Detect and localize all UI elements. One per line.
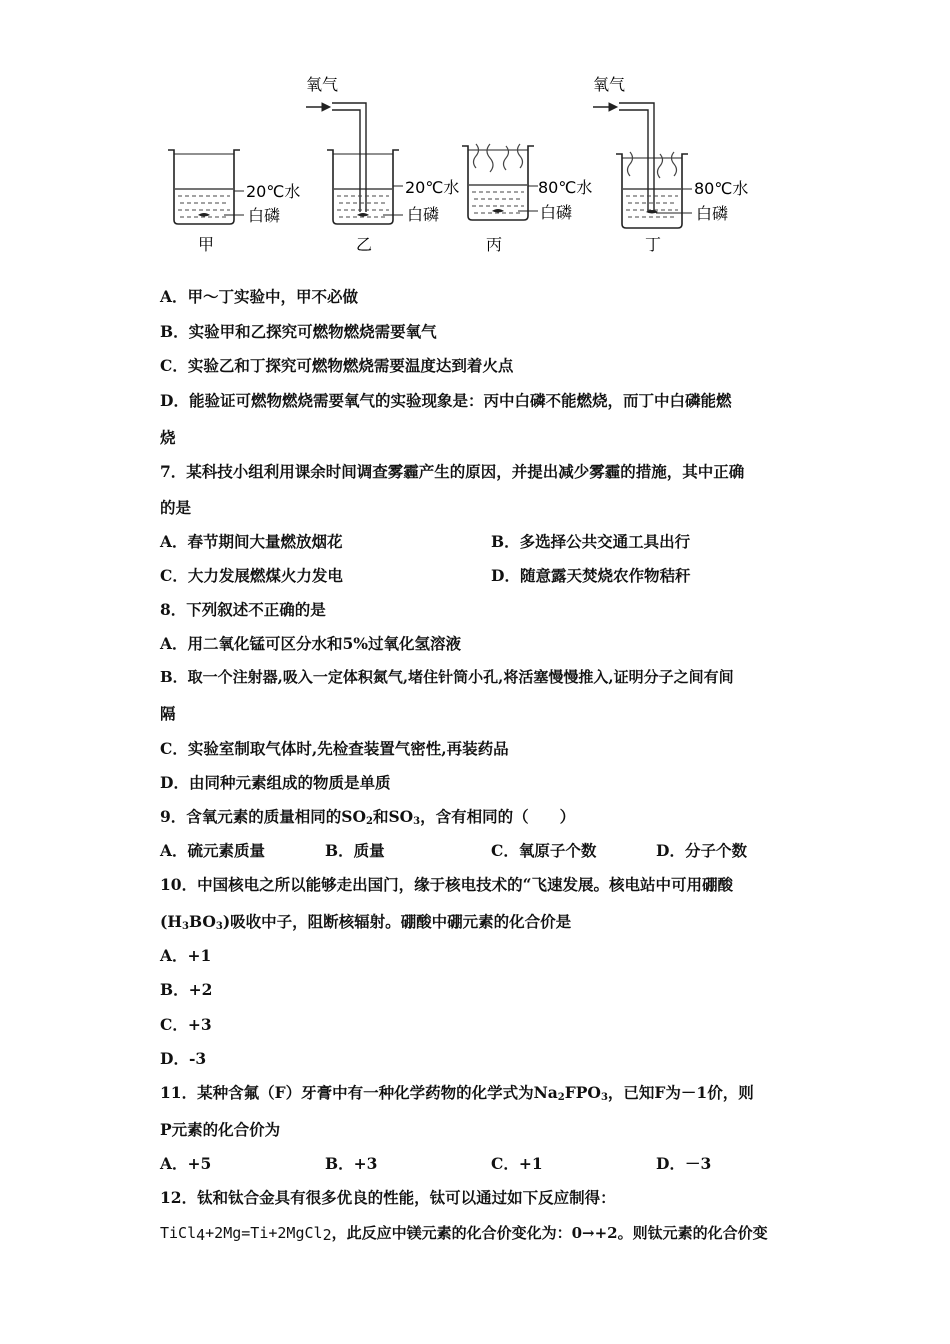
q7-option-c: C．大力发展燃煤火力发电 — [160, 566, 343, 585]
yi-oxygen-label: 氧气 — [306, 75, 339, 94]
bing-label: 丙 — [486, 235, 503, 254]
jia-phosphorus-label: 白磷 — [248, 206, 281, 225]
bing-water-label: 80℃水 — [538, 178, 593, 197]
q10-option-a: A．+1 — [160, 946, 212, 965]
q9-option-b: B．质量 — [325, 841, 385, 860]
q12-stem: 12．钛和钛合金具有很多优良的性能，钛可以通过如下反应制得： — [160, 1188, 616, 1207]
q9-option-c: C．氧原子个数 — [491, 841, 597, 860]
q7-stem: 7．某科技小组利用课余时间调查雾霾产生的原因，并提出减少雾霾的措施，其中正确 — [160, 462, 745, 481]
yi-phosphorus-label: 白磷 — [407, 205, 440, 224]
q8-stem: 8．下列叙述不正确的是 — [160, 600, 326, 619]
q9-stem: 9．含氧元素的质量相同的$SO_2$和$SO_3$，含有相同的（ ） — [160, 807, 576, 827]
q8-option-a: A．用二氧化锰可区分水和5%过氧化氢溶液 — [160, 634, 462, 653]
bing-phosphorus-label: 白磷 — [540, 203, 573, 222]
q11-option-d: D．－3 — [656, 1154, 712, 1173]
q6-option-d-cont: 烧 — [160, 428, 176, 447]
q10-option-d: D．-3 — [160, 1049, 207, 1068]
beaker-yi — [327, 150, 403, 224]
q7-option-b: B．多选择公共交通工具出行 — [491, 532, 691, 551]
q7-option-a: A．春节期间大量燃放烟花 — [160, 532, 343, 551]
yi-oxygen-arrow — [306, 103, 330, 111]
q12-stem-cont: TiCl$_4$+2Mg=Ti+2MgCl$_2$，此反应中镁元素的化合价变化为：0→+2。则钛元素的化合价变 — [160, 1224, 768, 1244]
q8-option-c: C．实验室制取气体时,先检查装置气密性,再装药品 — [160, 739, 509, 758]
q6-option-d: D．能验证可燃物燃烧需要氧气的实验现象是：丙中白磷不能燃烧，而丁中白磷能燃 — [160, 391, 732, 410]
q8-option-b-cont: 隔 — [160, 704, 176, 723]
q10-stem: 10．中国核电之所以能够走出国门，缘于核电技术的“飞速发展。核电站中可用硼酸 — [160, 875, 733, 894]
q11-option-c: C．+1 — [491, 1154, 543, 1173]
q6-option-c: C．实验乙和丁探究可燃物燃烧需要温度达到着火点 — [160, 356, 514, 375]
jia-water-label: 20℃水 — [246, 182, 301, 201]
ding-phosphorus-label: 白磷 — [696, 204, 729, 223]
yi-water-label: 20℃水 — [405, 178, 460, 197]
yi-label: 乙 — [356, 235, 373, 254]
q9-option-a: A．硫元素质量 — [160, 841, 266, 860]
jia-label: 甲 — [198, 235, 215, 254]
experiment-figure — [160, 72, 760, 262]
beaker-bing — [462, 144, 538, 220]
q11-stem-cont: P元素的化合价为 — [160, 1120, 281, 1139]
q7-stem-cont: 的是 — [160, 498, 192, 517]
ding-oxygen-label: 氧气 — [593, 75, 626, 94]
q6-option-a: A．甲～丁实验中，甲不必做 — [160, 287, 359, 306]
ding-label: 丁 — [645, 235, 662, 254]
q10-option-b: B．+2 — [160, 980, 213, 999]
q9-option-d: D．分子个数 — [656, 841, 747, 860]
q11-stem: 11．某种含氟（F）牙膏中有一种化学药物的化学式为$Na_2FPO_3$，已知F为－1价，则 — [160, 1083, 754, 1103]
q8-option-d: D．由同种元素组成的物质是单质 — [160, 773, 391, 792]
q8-option-b: B．取一个注射器,吸入一定体积氮气,堵住针筒小孔,将活塞慢慢推入,证明分子之间有间 — [160, 668, 734, 686]
q6-option-b: B．实验甲和乙探究可燃物燃烧需要氧气 — [160, 322, 437, 341]
q11-option-b: B．+3 — [325, 1154, 378, 1173]
q10-option-c: C．+3 — [160, 1015, 212, 1034]
beaker-jia — [168, 150, 244, 224]
q11-option-a: A．+5 — [160, 1154, 212, 1173]
ding-oxygen-arrow — [593, 103, 617, 111]
q10-stem-cont: $(H_3BO_3)$吸收中子，阻断核辐射。硼酸中硼元素的化合价是 — [160, 912, 572, 932]
ding-water-label: 80℃水 — [694, 179, 749, 198]
q7-option-d: D．随意露天焚烧农作物秸秆 — [491, 566, 691, 585]
